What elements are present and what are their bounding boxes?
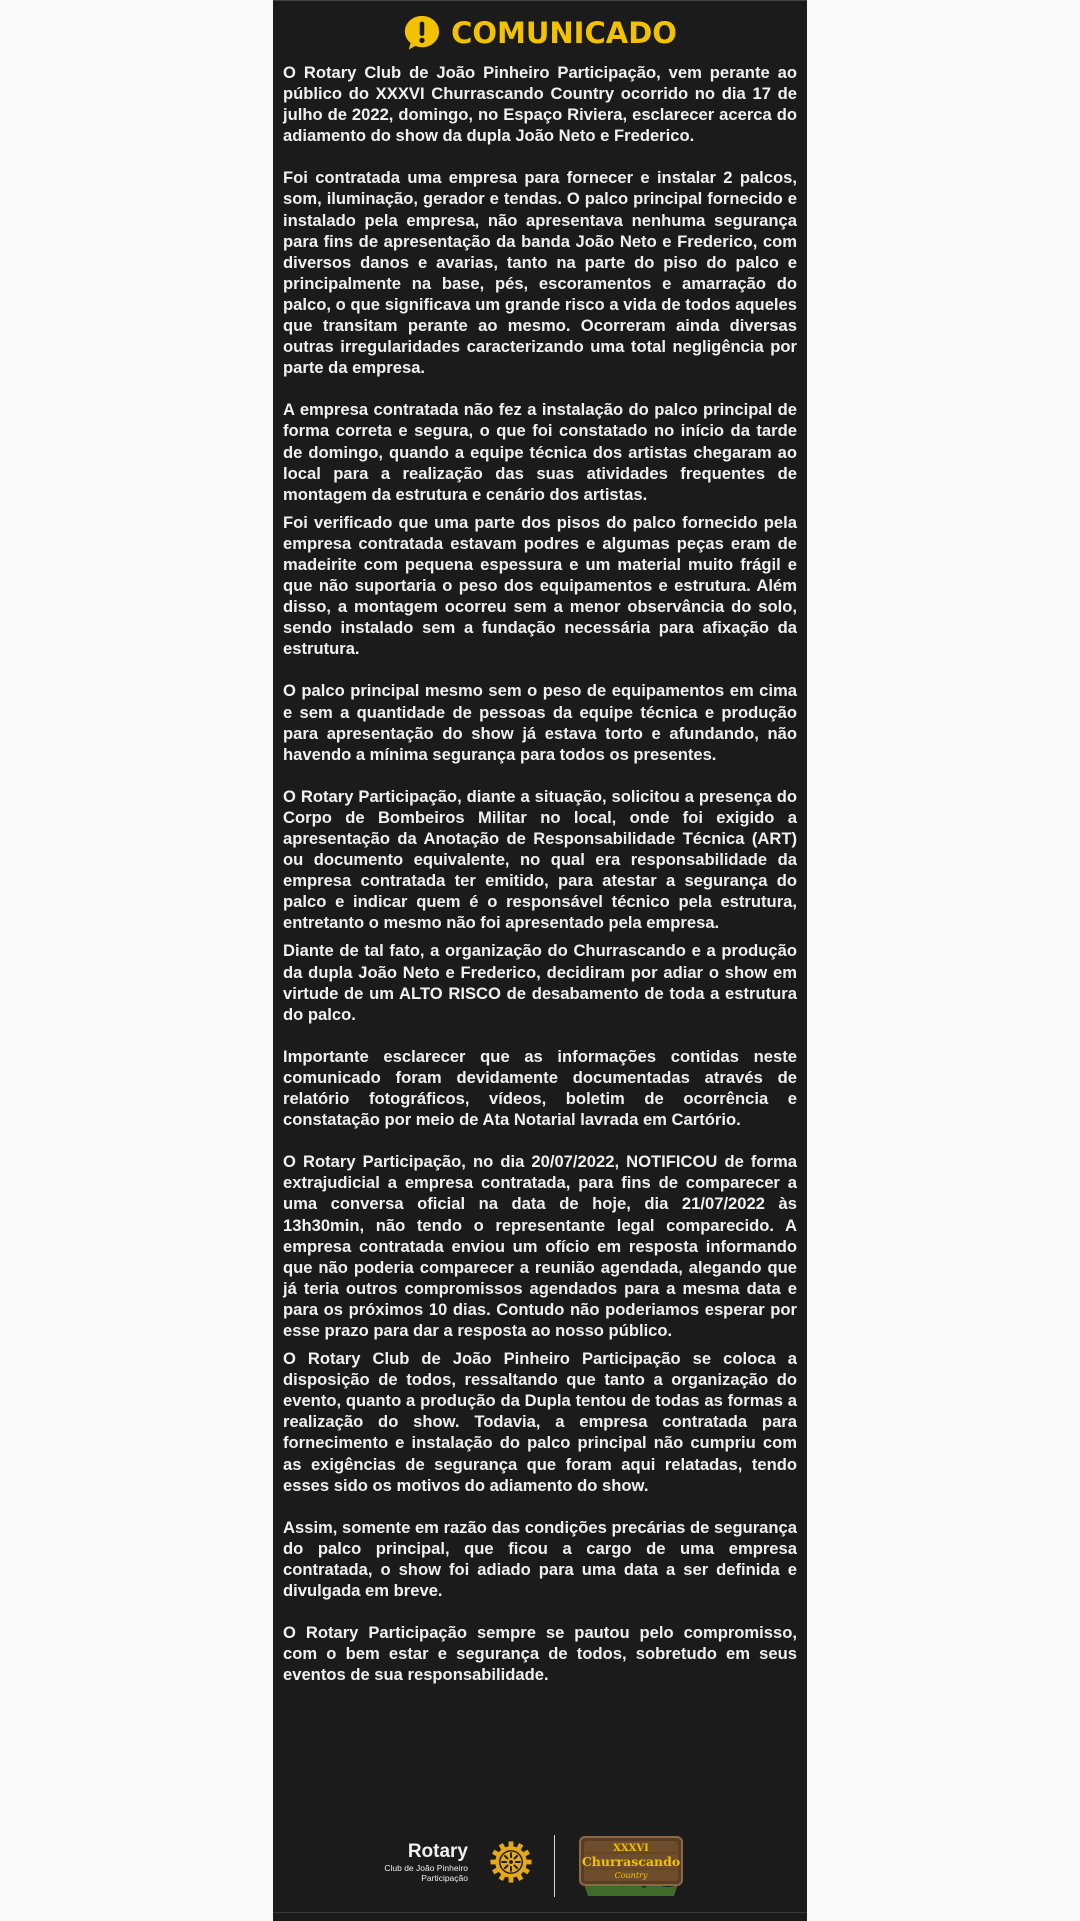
- churrascando-logo: [578, 1834, 684, 1896]
- footer-logos: [273, 1833, 807, 1897]
- paragraph-notification: O Rotary Participação, no dia 20/07/2022, NOTIFICOU de forma extrajudicial a empresa contratada, para fins de comparecer a uma conversa oficial na data de hoje, dia 21/07/2022 às 13h30min, não tendo o representante legal comparecido. A empresa contratada enviou um ofício em resposta informando que não poderia comparecer a reunião agendada, alegando que já teria outros compromissos agendados para a mesma data e para os próximos 10 dias. Contudo não poderiamos esperar por esse prazo para dar a resposta ao nosso público.: [283, 1152, 797, 1340]
- header: [273, 13, 807, 53]
- page-title: COMUNICADO: [451, 16, 677, 50]
- paragraph-postponement: Assim, somente em razão das condições precárias de segurança do palco principal, que ficou a cargo de uma empresa contratada, o show foi adiado para uma data a ser definida e divulgada em breve.: [283, 1517, 797, 1600]
- paragraph-contract: Foi contratada uma empresa para fornecer e instalar 2 palcos, som, iluminação, gerador e tendas. O palco principal fornecido e instalado pela empresa, não apresentava nenhuma segurança para fins de apresentação da banda João Neto e Frederico, com diversos danos e avarias, tanto na parte do piso do palco e principalmente na base, pés, escoramentos e amarração do palco, o que significava um grande risco a vida de todos aqueles que transitam perante ao mesmo. Ocorreram ainda diversas outras irregularidades caracterizando uma total negligência por parte da empresa.: [283, 168, 797, 378]
- event-logo-subtitle: Country: [614, 1871, 648, 1880]
- rotary-club-name: Club de João Pinheiro: [384, 1863, 468, 1873]
- announcement-body: [283, 62, 797, 1685]
- rotary-wheel-icon: [490, 1841, 532, 1883]
- event-logo-name: Churrascando: [581, 1854, 681, 1869]
- bottom-rule: [273, 1912, 807, 1913]
- exclamation-bubble-icon: [403, 14, 441, 52]
- paragraph-documentation: Importante esclarecer que as informações contidas neste comunicado foram devidamente documentadas através de relatório fotográficos, vídeos, boletim de ocorrência e constatação por meio de Ata Notarial lavrada em Cartório.: [283, 1046, 797, 1130]
- paragraph-disposition: O Rotary Club de João Pinheiro Participação se coloca a disposição de todos, ressaltando que tanto a organização do evento, quanto a produção da Dupla tentou de todas as formas a realização do show. Todavia, a empresa contratada para fornecimento e instalação do palco principal não cumpriu com as exigências de segurança que foram aqui relatadas, tendo esses sido os motivos do adiamento do show.: [283, 1349, 797, 1495]
- paragraph-installation: A empresa contratada não fez a instalação do palco principal de forma correta e segura, o que foi constatado no início da tarde de domingo, quando a equipe técnica dos artistas chegaram ao local para a realização das suas atividades frequentes de montagem da estrutura e cenário dos artistas.: [283, 400, 797, 504]
- footer-divider: [554, 1835, 555, 1897]
- announcement-panel: [273, 0, 807, 1921]
- paragraph-commitment: O Rotary Participação sempre se pautou pelo compromisso, com o bem estar e segurança de todos, sobretudo em seus eventos de sua responsabilidade.: [283, 1623, 797, 1685]
- rotary-name: Rotary: [407, 1841, 468, 1862]
- rotary-club-branch: Participação: [421, 1873, 468, 1883]
- event-logo-edition: XXXVI: [613, 1843, 649, 1854]
- rotary-logo-text: [378, 1841, 468, 1883]
- paragraph-decision: Diante de tal fato, a organização do Churrascando e a produção da dupla João Neto e Frederico, decidiram por adiar o show em virtude de um ALTO RISCO de desabamento de toda a estrutura do palco.: [283, 941, 797, 1024]
- paragraph-intro: O Rotary Club de João Pinheiro Participação, vem perante ao público do XXXVI Churrascando Country ocorrido no dia 17 de julho de 2022, domingo, no Espaço Riviera, esclarecer acerca do adiamento do show da dupla João Neto e Frederico.: [283, 63, 797, 146]
- paragraph-fire-department: O Rotary Participação, diante a situação, solicitou a presença do Corpo de Bombeiros Militar no local, onde foi exigido a apresentação da Anotação de Responsabilidade Técnica (ART) ou documento equivalente, no qual era responsabilidade da empresa contratada ter emitido, para atestar a segurança do palco e indicar quem é o responsável técnico pela estrutura, entretanto o mesmo não foi apresentado pela empresa.: [283, 786, 797, 933]
- paragraph-inspection: Foi verificado que uma parte dos pisos do palco fornecido pela empresa contratada estavam podres e algumas peças eram de madeirite com pequena espessura e um material muito frágil e que não suportaria o peso dos equipamentos e estrutura. Além disso, a montagem ocorreu sem a menor observância do solo, sendo instalado sem a fundação necessária para afixação da estrutura.: [283, 512, 797, 659]
- paragraph-stage-condition: O palco principal mesmo sem o peso de equipamentos em cima e sem a quantidade de pessoas da equipe técnica e produção para apresentação do show já estava torto e afundando, não havendo a mínima segurança para todos os presentes.: [283, 681, 797, 764]
